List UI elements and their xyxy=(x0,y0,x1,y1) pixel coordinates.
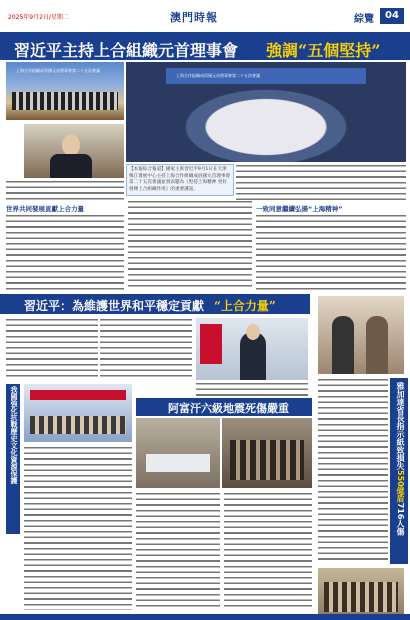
leaders-row xyxy=(12,92,118,110)
lead-column-1-top xyxy=(6,180,124,202)
section2-headline: 習近平：為維護世界和平穩定貢獻 xyxy=(24,299,205,313)
lead-headline-accent: 強調“五個堅持” xyxy=(266,41,381,60)
page-number: 04 xyxy=(380,8,404,24)
lead-column-1 xyxy=(6,214,124,290)
section3-headline: 阿富汗六級地震死傷嚴重 xyxy=(168,402,289,415)
page-footer-bar xyxy=(0,614,410,620)
indonesia-headline-amount: 550億盾 xyxy=(396,470,405,503)
exhibition-photo xyxy=(24,384,132,442)
section2-column-3 xyxy=(196,382,308,396)
quake-column-2 xyxy=(224,492,312,610)
portrait-suit xyxy=(50,154,92,178)
section2-column-2 xyxy=(100,318,192,380)
exhibition-banner xyxy=(30,390,126,400)
indonesia-column xyxy=(318,378,388,564)
war-history-headline: 我國強化抗戰歷史文化資源保護 xyxy=(10,386,18,484)
summit-group-photo xyxy=(6,62,124,120)
indonesia-headline-tail: 716人傷 xyxy=(396,502,405,536)
xi-portrait-photo xyxy=(24,124,124,178)
crowd-figures xyxy=(324,582,398,612)
portrait-face xyxy=(62,134,80,156)
rescue-crowd xyxy=(230,440,304,480)
section-label: 綜覽 xyxy=(354,14,374,25)
lead-caption: 【本報綜合報道】國家主席習近平9月1日在天津梅江會展中心主持上海合作組織成員國元首理事會第二十五次會議並發表題為《堅持上海精神 更好發揮上合組織作用》的重要講話。 xyxy=(126,164,234,196)
official-figure-1 xyxy=(332,316,354,374)
hall-screen xyxy=(166,68,366,84)
flag-shape xyxy=(200,324,222,364)
xi-speech-photo xyxy=(196,318,308,380)
crowd-photo xyxy=(318,568,404,618)
hall-screen-text: 上海合作組織成員國元首理事會第二十五次會議 xyxy=(176,73,260,78)
officials-photo xyxy=(318,296,404,374)
section2-column-1 xyxy=(6,318,98,380)
subhead-left: 世界共同發展貢獻上合力量 xyxy=(6,205,84,213)
indonesia-headline xyxy=(393,382,405,535)
quake-hospital-photo xyxy=(136,418,220,488)
section2-headline-accent: “上合力量” xyxy=(214,299,276,313)
indonesia-headline-main: 雅加達省長指示紙致損失 xyxy=(396,382,405,470)
official-figure-2 xyxy=(366,316,388,374)
exhibition-visitors xyxy=(30,416,126,434)
lead-column-3-top xyxy=(236,164,406,200)
quake-rescue-photo xyxy=(222,418,312,488)
subhead-right: 一致同意繼續弘揚“上海精神” xyxy=(256,205,343,213)
spacer xyxy=(318,566,319,567)
lead-column-3 xyxy=(256,214,406,290)
quake-column-1 xyxy=(136,492,220,610)
summit-banner-text: 上海合作組織成員國元首理事會第二十五次會議 xyxy=(16,68,100,73)
speaker-head xyxy=(246,324,260,340)
newspaper-masthead: 澳門時報 xyxy=(170,11,218,24)
hospital-bed xyxy=(146,454,210,472)
lead-headline: 習近平主持上合組織元首理事會 xyxy=(14,41,239,60)
lead-column-2 xyxy=(128,200,252,290)
issue-date: 2025年9月2日/星期二 xyxy=(8,14,69,21)
war-history-column xyxy=(24,446,132,610)
summit-hall-photo xyxy=(126,62,406,162)
